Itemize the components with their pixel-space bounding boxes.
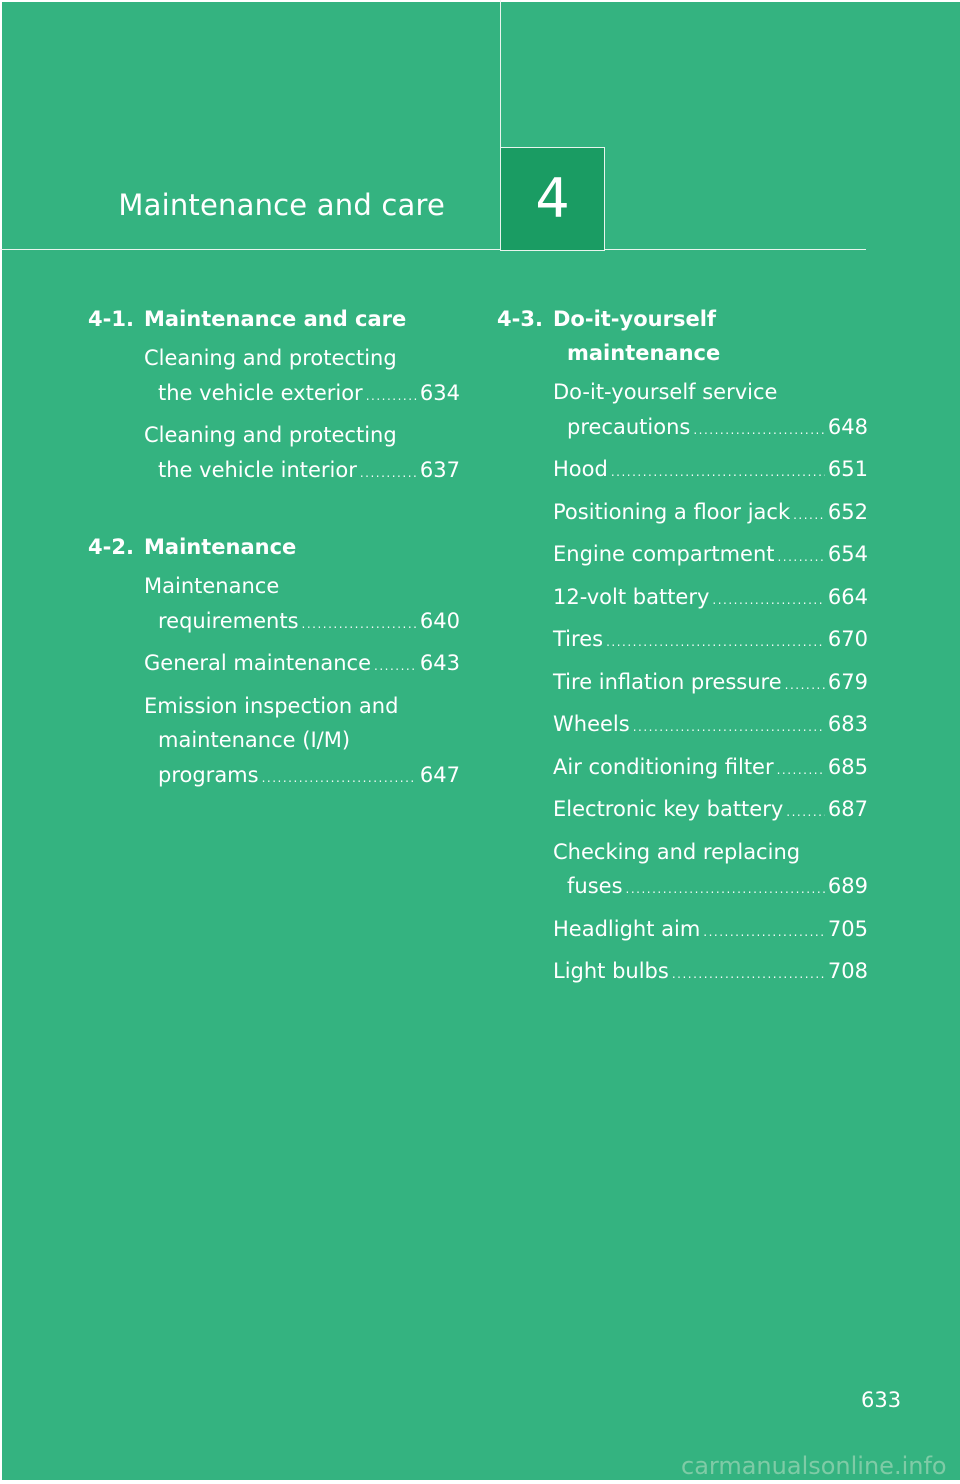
chapter-number: 4 — [535, 167, 570, 230]
page-ref: 651 — [827, 457, 868, 481]
dot-leader — [785, 668, 825, 703]
dot-leader — [633, 710, 825, 745]
toc-entry[interactable] — [553, 665, 868, 703]
page-ref: 640 — [419, 608, 460, 633]
toc-entry[interactable] — [553, 537, 868, 575]
toc-entry[interactable] — [553, 495, 868, 533]
toc-entry[interactable] — [553, 452, 868, 490]
toc-entry-maintenance-requirements[interactable] — [144, 569, 460, 641]
page-ref: 637 — [419, 457, 460, 482]
dot-leader — [786, 795, 825, 830]
entry-title: Headlight aim — [553, 916, 701, 941]
page-number: 633 — [861, 1388, 902, 1412]
chapter-title: Maintenance and care — [118, 188, 445, 222]
dot-leader — [262, 761, 417, 796]
toc-right-column — [497, 302, 868, 992]
dot-leader — [606, 625, 825, 660]
dot-leader — [703, 915, 825, 950]
page-border-left — [0, 0, 2, 1484]
page-ref: 705 — [827, 916, 868, 941]
section-title: Maintenance and care — [144, 307, 407, 331]
entry-line: Maintenance — [144, 574, 280, 598]
section-heading-4-3 — [497, 302, 868, 370]
entry-title: Tire inflation pressure — [553, 669, 782, 694]
entry-title: the vehicle exterior — [158, 380, 363, 405]
toc-left-column — [88, 302, 460, 795]
entry-title: requirements — [158, 608, 299, 633]
section-number: 4-2. — [88, 535, 134, 559]
toc-entry[interactable] — [553, 792, 868, 830]
entry-line: Do-it-yourself service — [553, 380, 778, 404]
section-title: Maintenance — [144, 535, 297, 559]
toc-entry[interactable] — [553, 750, 868, 788]
toc-entry[interactable] — [553, 375, 868, 447]
page-ref: 634 — [419, 380, 460, 405]
watermark: carmanualsonline.info — [681, 1452, 947, 1480]
dot-leader — [777, 540, 824, 575]
dot-leader — [712, 583, 825, 618]
entry-line: Cleaning and protecting — [144, 423, 397, 447]
entry-title: Hood — [553, 457, 608, 481]
entry-line: Checking and replacing — [553, 839, 801, 864]
dot-leader — [693, 413, 825, 448]
entry-title: Electronic key battery — [553, 797, 784, 821]
toc-entry[interactable] — [553, 835, 868, 907]
page-ref: 652 — [827, 499, 868, 524]
dot-leader — [360, 456, 417, 491]
section-heading-4-1 — [88, 302, 460, 336]
dot-leader — [366, 379, 417, 414]
page-ref: 679 — [827, 669, 868, 694]
section-heading-4-2 — [88, 530, 460, 564]
page-ref: 648 — [827, 414, 868, 439]
section-title-line: maintenance — [567, 341, 721, 365]
page-border-top — [0, 0, 960, 2]
page-ref: 664 — [827, 584, 868, 609]
dot-leader — [374, 649, 417, 684]
toc-entry-interior-cleaning[interactable] — [144, 418, 460, 490]
section-number: 4-1. — [88, 307, 134, 331]
entry-title: Tires — [553, 627, 604, 651]
toc-entry[interactable] — [553, 580, 868, 618]
page-ref: 687 — [827, 797, 868, 821]
page-ref: 647 — [419, 762, 460, 787]
toc-entry-exterior-cleaning[interactable] — [144, 341, 460, 413]
entry-title: precautions — [567, 414, 691, 439]
entry-title: Wheels — [553, 712, 630, 736]
entry-title: Light bulbs — [553, 959, 669, 983]
page-ref: 683 — [827, 712, 868, 736]
entry-title: programs — [158, 762, 259, 787]
page-border-bottom — [0, 1480, 960, 1484]
entry-title: 12-volt battery — [553, 584, 710, 609]
page-ref: 643 — [419, 651, 460, 675]
chapter-number-tab — [500, 147, 605, 251]
entry-title: fuses — [567, 874, 623, 898]
dot-leader — [793, 498, 825, 533]
entry-title: the vehicle interior — [158, 457, 357, 482]
page-ref: 654 — [827, 542, 868, 566]
entry-line: maintenance (I/M) — [158, 728, 351, 752]
dot-leader — [777, 753, 825, 788]
dot-leader — [302, 607, 417, 642]
entry-title: Engine compartment — [553, 542, 775, 566]
page-ref: 708 — [827, 959, 868, 983]
header-horizontal-rule — [0, 249, 866, 250]
section-number: 4-3. — [497, 307, 543, 331]
entry-title: Positioning a floor jack — [553, 499, 791, 524]
toc-entry-general-maintenance[interactable] — [144, 646, 460, 684]
dot-leader — [672, 957, 825, 992]
page-ref: 689 — [827, 874, 868, 898]
toc-entry-emission-inspection[interactable] — [144, 689, 460, 796]
entry-line: Emission inspection and — [144, 693, 399, 718]
toc-entry[interactable] — [553, 954, 868, 992]
toc-entry[interactable] — [553, 912, 868, 950]
toc-entries-4-3 — [497, 375, 868, 992]
toc-entry[interactable] — [553, 707, 868, 745]
toc-entry[interactable] — [553, 622, 868, 660]
page-ref: 685 — [827, 754, 868, 779]
section-title — [553, 302, 868, 370]
section-title-line: Do-it-yourself — [553, 307, 717, 331]
entry-title: General maintenance — [144, 651, 372, 675]
entry-title: Air conditioning filter — [553, 754, 774, 779]
entry-line: Cleaning and protecting — [144, 346, 397, 370]
dot-leader — [626, 872, 825, 907]
page-ref: 670 — [827, 627, 868, 651]
dot-leader — [611, 455, 825, 490]
